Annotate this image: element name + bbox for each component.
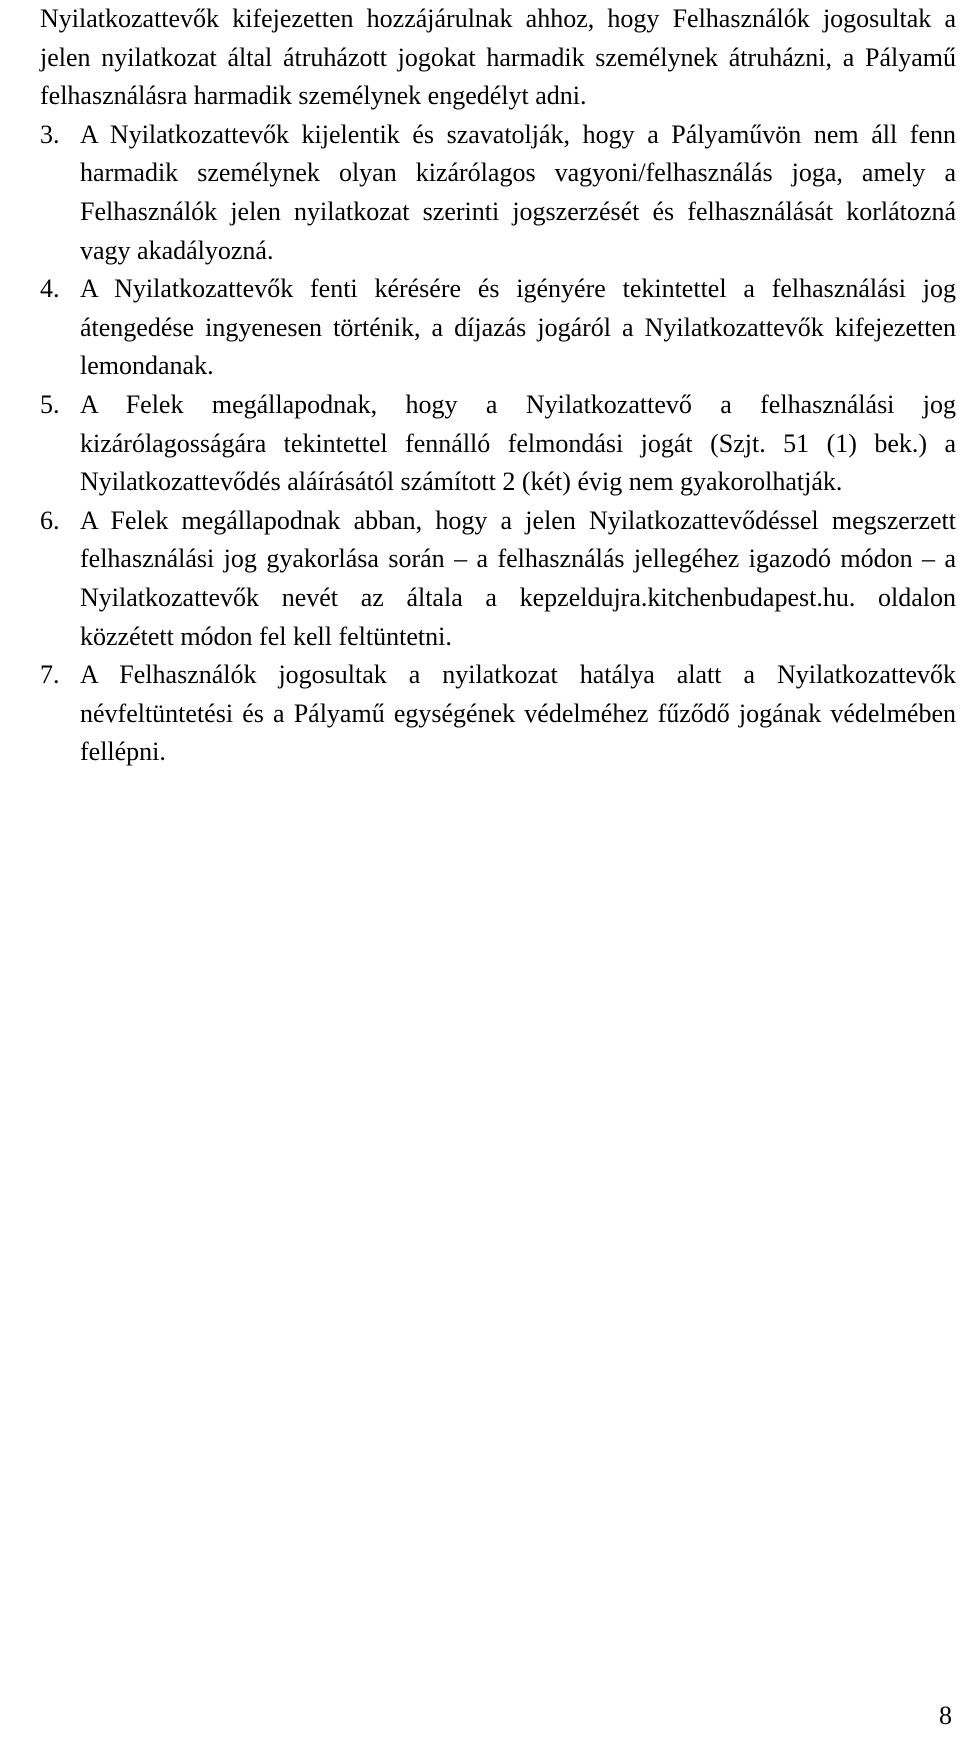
item-text: A Felek megállapodnak abban, hogy a jelen Nyilatkozattevődéssel megszerzett felhasználási jog gyakorlása során – a felhasználás jellegéhez igazodó módon – a Nyilatkozattevők nevét az általa a kepzeldujra.kitchenbudapest.hu. oldalon közzétett módon fel kell feltüntetni. xyxy=(80,505,956,651)
page-number: 8 xyxy=(939,1701,952,1730)
item-number: 5. xyxy=(40,389,60,419)
list-item-4 xyxy=(40,270,956,386)
document-page xyxy=(40,0,956,772)
list-item-7 xyxy=(40,656,956,772)
item-text: A Felhasználók jogosultak a nyilatkozat hatálya alatt a Nyilatkozattevők névfeltüntetési és a Pályamű egységének védelméhez fűződő jogának védelmében fellépni. xyxy=(80,660,956,767)
item-number: 3. xyxy=(40,119,60,149)
list-item-6 xyxy=(40,502,956,656)
item-text: A Felek megállapodnak, hogy a Nyilatkozattevő a felhasználási jog kizárólagosságára tekintettel fennálló felmondási jogát (Szjt. 51 (1) bek.) a Nyilatkozattevődés aláírásától számított 2 (két) évig nem gyakorolhatják. xyxy=(80,389,956,497)
item-number: 4. xyxy=(40,274,60,304)
intro-paragraph: Nyilatkozattevők kifejezetten hozzájárulnak ahhoz, hogy Felhasználók jogosultak a jelen nyilatkozat által átruházott jogokat harmadik személynek átruházni, a Pályamű felhasználásra harmadik személynek engedélyt adni. xyxy=(40,4,956,111)
item-number: 7. xyxy=(40,660,60,690)
list-item-3 xyxy=(40,116,956,270)
item-text: A Nyilatkozattevők kijelentik és szavatolják, hogy a Pályaművön nem áll fenn harmadik személynek olyan kizárólagos vagyoni/felhasználás joga, amely a Felhasználók jelen nyilatkozat szerinti jogszerzését és felhasználását korlátozná vagy akadályozná. xyxy=(80,119,956,265)
list-item-5 xyxy=(40,386,956,502)
item-number: 6. xyxy=(40,505,60,535)
item-text: A Nyilatkozattevők fenti kérésére és igényére tekintettel a felhasználási jog átengedése ingyenesen történik, a díjazás jogáról a Nyilatkozattevők kifejezetten lemondanak. xyxy=(80,274,956,381)
